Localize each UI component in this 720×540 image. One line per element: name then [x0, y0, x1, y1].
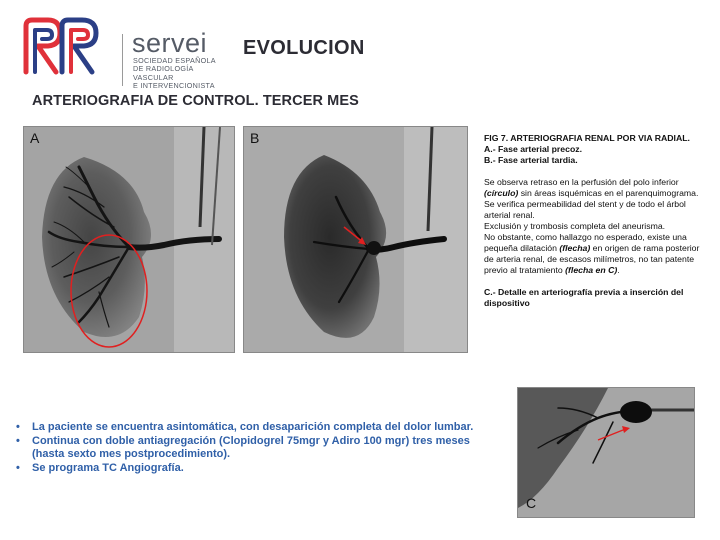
panel-label-b: B: [250, 130, 260, 146]
list-item: [16, 462, 494, 476]
angiography-a-graphic: [24, 127, 235, 353]
logo-subtitle: [133, 57, 216, 91]
list-item: [16, 421, 494, 435]
caption-phase-a: A.- Fase arterial precoz.: [484, 144, 583, 154]
caption-paragraph-stent: Se verifica permeabilidad del stent y de todo el árbol arterial renal.: [484, 199, 686, 220]
caption-paragraph-dilatation: [484, 232, 704, 276]
caption-paragraph-perfusion: [484, 177, 704, 199]
bullet-icon: •: [16, 461, 20, 474]
figure-caption: [484, 133, 704, 309]
caption-emphasis: (flecha): [559, 243, 591, 253]
angiography-image-a: [23, 126, 235, 353]
bullet-icon: •: [16, 434, 20, 447]
bullet-text: La paciente se encuentra asintomática, con desaparición completa del dolor lumbar.: [32, 421, 474, 433]
logo-subtitle-line: DE RADIOLOGÍA: [133, 64, 194, 74]
caption-text: sin áreas isquémicas en el parenquimograma.: [518, 188, 699, 198]
caption-text: .: [617, 265, 620, 275]
angiography-c-graphic: [518, 388, 695, 518]
caption-detail-c: C.- Detalle en arteriografía previa a inserción del dispositivo: [484, 287, 684, 308]
panel-label-c: C: [526, 495, 537, 511]
caption-emphasis: (flecha en C): [565, 265, 618, 275]
caption-title: FIG 7. ARTERIOGRAFIA RENAL POR VIA RADIAL.: [484, 133, 690, 143]
angiography-image-b: [243, 126, 468, 353]
caption-text: Se observa retraso en la perfusión del polo inferior: [484, 177, 679, 187]
angiography-image-c: [517, 387, 695, 518]
logo-divider: [122, 34, 123, 86]
list-item: [16, 435, 494, 462]
page-title: EVOLUCION: [243, 37, 365, 59]
caption-emphasis: (círculo): [484, 188, 519, 198]
logo-subtitle-line: VASCULAR: [133, 72, 174, 82]
bullet-text: Se programa TC Angiografía.: [32, 461, 184, 474]
angiography-b-graphic: [244, 127, 468, 353]
caption-text: No obstante, como hallazgo no esperado, existe una pequeña dilatación: [484, 232, 687, 253]
logo-subtitle-line: SOCIEDAD ESPAÑOLA: [133, 56, 216, 65]
section-subtitle: ARTERIOGRAFIA DE CONTROL. TERCER MES: [32, 93, 359, 109]
logo-subtitle-line: E INTERVENCIONISTA: [133, 81, 215, 91]
logo-wordmark: servei: [132, 28, 208, 58]
bullet-icon: •: [16, 421, 20, 433]
evolution-bullet-list: [16, 421, 494, 475]
caption-phase-b: B.- Fase arterial tardia.: [484, 155, 578, 165]
panel-label-a: A: [30, 130, 40, 146]
bullet-text: Continua con doble antiagregación (Clopidogrel 75mgr y Adiro 100 mgr) tres meses (hasta sexto mes postprocedimiento).: [32, 434, 470, 461]
servei-logo-mark: [22, 16, 102, 76]
caption-paragraph-aneurysm: Exclusión y trombosis completa del aneurisma.: [484, 221, 666, 231]
servei-logo: [22, 16, 222, 91]
caption-text: en origen de rama posterior de arteria renal, de escasos milímetros, no tan patente previo al tratamiento: [484, 243, 700, 275]
